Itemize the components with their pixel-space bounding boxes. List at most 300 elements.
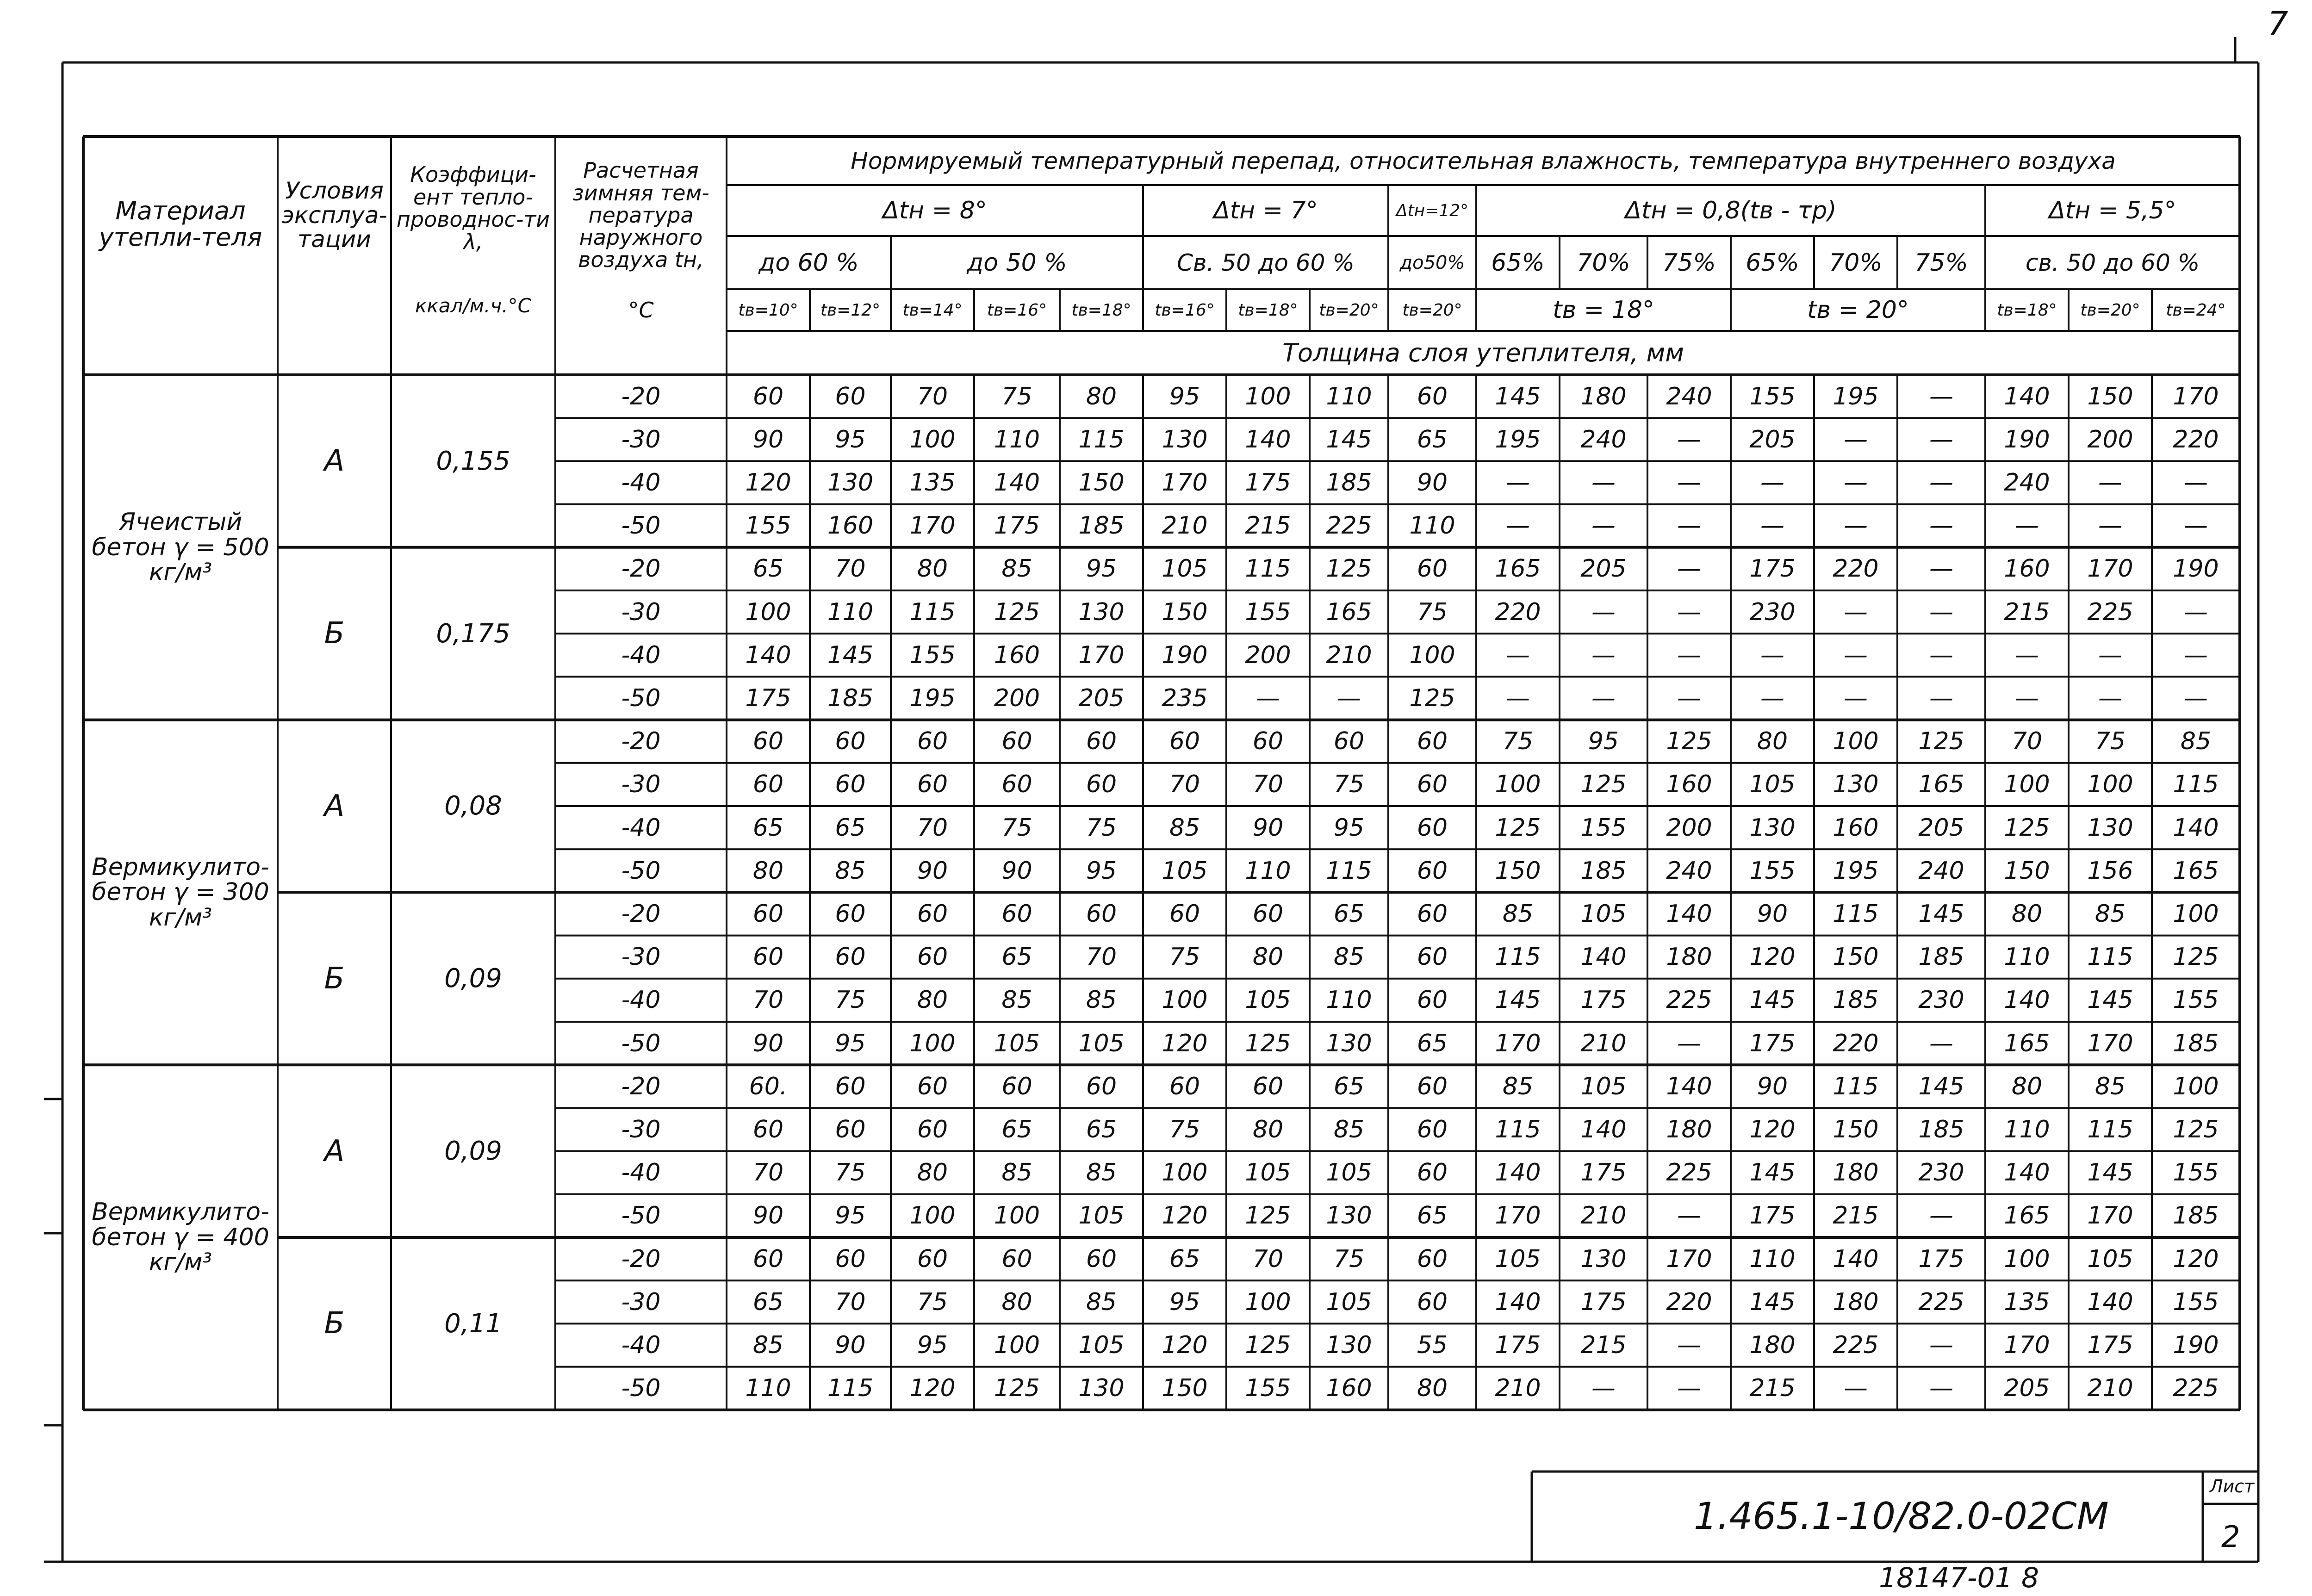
thickness-cell: 110 bbox=[1326, 986, 1372, 1014]
thickness-cell: 230 bbox=[1749, 598, 1796, 626]
header-humidity-h_65b: 65% bbox=[1746, 248, 1799, 277]
header-dt8: Δtн = 8° bbox=[883, 197, 987, 224]
thickness-cell: 120 bbox=[1162, 1202, 1208, 1230]
thickness-cell: 215 bbox=[2004, 598, 2050, 626]
archive-stamp: 18147-01 8 bbox=[1879, 1562, 2039, 1594]
thickness-cell: — bbox=[1591, 598, 1616, 626]
thickness-cell: 135 bbox=[2004, 1288, 2050, 1316]
thickness-cell: — bbox=[1591, 1374, 1616, 1403]
thickness-cell: 185 bbox=[1833, 986, 1879, 1014]
thickness-cell: 100 bbox=[2087, 770, 2133, 799]
thickness-cell: — bbox=[2184, 468, 2208, 497]
thickness-cell: 65 bbox=[1333, 1072, 1365, 1100]
thickness-cell: 125 bbox=[1918, 727, 1964, 756]
header-tv-5: tв=16° bbox=[1155, 300, 1215, 320]
outdoor-temp: -40 bbox=[621, 1331, 661, 1359]
thickness-cell: 170 bbox=[909, 512, 956, 540]
header-tv-3: tв=16° bbox=[987, 300, 1047, 320]
thickness-cell: 150 bbox=[2004, 857, 2050, 885]
thickness-cell: 175 bbox=[1495, 1331, 1541, 1359]
thickness-cell: 90 bbox=[752, 1029, 784, 1057]
thickness-cell: 75 bbox=[1086, 814, 1117, 842]
thickness-cell: 115 bbox=[1078, 425, 1125, 453]
thickness-cell: 165 bbox=[2004, 1029, 2050, 1057]
thickness-cell: 80 bbox=[1252, 1115, 1284, 1143]
thickness-cell: 60 bbox=[1417, 1072, 1448, 1100]
thickness-cell: 140 bbox=[1580, 1115, 1627, 1143]
thickness-cell: 60 bbox=[1417, 1245, 1448, 1273]
thickness-cell: 75 bbox=[1333, 1245, 1365, 1273]
thickness-cell: 65 bbox=[752, 555, 784, 583]
thickness-cell: 140 bbox=[1666, 1072, 1712, 1100]
header-do60: до 60 % bbox=[758, 248, 859, 277]
thickness-cell: 155 bbox=[1245, 598, 1291, 626]
thickness-cell: 145 bbox=[827, 641, 874, 669]
thickness-cell: 65 bbox=[1001, 943, 1032, 971]
thickness-cell: 130 bbox=[1162, 425, 1208, 453]
thickness-cell: 115 bbox=[827, 1374, 874, 1403]
thickness-cell: 70 bbox=[835, 1288, 866, 1316]
thickness-cell: 170 bbox=[2087, 555, 2133, 583]
outdoor-temp: -20 bbox=[621, 382, 661, 410]
thickness-cell: — bbox=[1506, 512, 1530, 540]
thickness-cell: 225 bbox=[1326, 512, 1372, 540]
thickness-cell: — bbox=[1591, 641, 1616, 669]
outdoor-temp: -40 bbox=[621, 814, 661, 842]
thickness-cell: 60 bbox=[835, 900, 866, 928]
thickness-cell: 175 bbox=[1245, 468, 1291, 497]
thickness-cell: 145 bbox=[1495, 986, 1541, 1014]
thickness-cell: — bbox=[1760, 641, 1784, 669]
thickness-cell: — bbox=[2015, 512, 2039, 540]
thickness-cell: 90 bbox=[1757, 900, 1788, 928]
thickness-cell: 185 bbox=[1078, 512, 1125, 540]
thickness-cell: 140 bbox=[2004, 382, 2050, 410]
thickness-cell: 60 bbox=[917, 943, 948, 971]
thickness-cell: 120 bbox=[2173, 1245, 2219, 1273]
thickness-cell: 205 bbox=[1078, 684, 1125, 712]
coef-value: 0,11 bbox=[444, 1308, 502, 1339]
thickness-cell: 60. bbox=[749, 1072, 788, 1100]
thickness-cell: — bbox=[2015, 641, 2039, 669]
thickness-cell: 80 bbox=[2011, 1072, 2043, 1100]
thickness-cell: 145 bbox=[1918, 1072, 1964, 1100]
thickness-cell: 220 bbox=[1666, 1288, 1712, 1316]
condition-label: Б bbox=[324, 616, 345, 651]
thickness-cell: 70 bbox=[2011, 727, 2043, 756]
thickness-cell: 170 bbox=[1162, 468, 1208, 497]
thickness-cell: 85 bbox=[2094, 900, 2126, 928]
thickness-cell: 235 bbox=[1162, 684, 1208, 712]
header-tv-1: tв=12° bbox=[820, 300, 881, 320]
thickness-cell: 110 bbox=[1749, 1245, 1796, 1273]
thickness-cell: 65 bbox=[1001, 1115, 1032, 1143]
thickness-cell: — bbox=[1506, 468, 1530, 497]
thickness-cell: 85 bbox=[1086, 1288, 1117, 1316]
thickness-cell: 80 bbox=[1086, 382, 1117, 410]
sheet-label: Лист bbox=[2210, 1476, 2255, 1497]
page-number: 7 bbox=[2268, 5, 2288, 43]
header-humidity-h_75b: 75% bbox=[1914, 248, 1968, 277]
thickness-cell: — bbox=[1929, 1029, 1953, 1057]
outdoor-temp: -30 bbox=[621, 598, 661, 626]
thickness-cell: 70 bbox=[1252, 770, 1284, 799]
thickness-cell: — bbox=[1844, 468, 1868, 497]
thickness-cell: 60 bbox=[752, 943, 784, 971]
thickness-cell: 105 bbox=[1326, 1159, 1372, 1187]
thickness-cell: 80 bbox=[917, 986, 948, 1014]
thickness-cell: 140 bbox=[2004, 986, 2050, 1014]
thickness-cell: 60 bbox=[1169, 727, 1200, 756]
thickness-cell: 105 bbox=[1162, 857, 1208, 885]
header-tv-4: tв=18° bbox=[1071, 300, 1131, 320]
condition-label: Б bbox=[324, 961, 345, 996]
thickness-cell: 75 bbox=[1001, 382, 1032, 410]
thickness-cell: 240 bbox=[1918, 857, 1964, 885]
thickness-cell: 185 bbox=[2173, 1029, 2219, 1057]
thickness-cell: 60 bbox=[917, 1245, 948, 1273]
thickness-cell: 80 bbox=[917, 1159, 948, 1187]
thickness-cell: 230 bbox=[1918, 1159, 1964, 1187]
thickness-cell: 185 bbox=[1326, 468, 1372, 497]
thickness-cell: 65 bbox=[1417, 425, 1448, 453]
thickness-cell: 105 bbox=[1078, 1202, 1125, 1230]
thickness-cell: 215 bbox=[1749, 1374, 1796, 1403]
thickness-cell: 85 bbox=[2094, 1072, 2126, 1100]
document-code: 1.465.1-10/82.0-02СМ bbox=[1694, 1495, 2109, 1538]
thickness-cell: 90 bbox=[1417, 468, 1448, 497]
thickness-cell: 220 bbox=[1495, 598, 1541, 626]
thickness-cell: 60 bbox=[1086, 1072, 1117, 1100]
thickness-cell: 240 bbox=[1580, 425, 1627, 453]
thickness-cell: 100 bbox=[1245, 1288, 1291, 1316]
thickness-cell: — bbox=[2184, 512, 2208, 540]
thickness-cell: 85 bbox=[1169, 814, 1200, 842]
thickness-cell: 85 bbox=[752, 1331, 784, 1359]
outdoor-temp: -30 bbox=[621, 1288, 661, 1316]
thickness-cell: — bbox=[1929, 641, 1953, 669]
header-sv5060: Св. 50 до 60 % bbox=[1177, 249, 1355, 276]
thickness-cell: 175 bbox=[1749, 1202, 1796, 1230]
thickness-cell: 175 bbox=[1749, 555, 1796, 583]
thickness-cell: 95 bbox=[917, 1331, 948, 1359]
thickness-cell: — bbox=[1256, 684, 1280, 712]
header-tv-last-1: tв=20° bbox=[2080, 300, 2140, 320]
thickness-cell: 150 bbox=[1162, 1374, 1208, 1403]
header-humidity-h_70b: 70% bbox=[1829, 248, 1883, 277]
thickness-cell: 175 bbox=[994, 512, 1040, 540]
thickness-cell: — bbox=[1677, 598, 1701, 626]
thickness-cell: 175 bbox=[1749, 1029, 1796, 1057]
thickness-cell: 125 bbox=[1326, 555, 1372, 583]
thickness-cell: 200 bbox=[1666, 814, 1712, 842]
coef-value: 0,155 bbox=[436, 446, 510, 476]
thickness-cell: 130 bbox=[1078, 1374, 1125, 1403]
thickness-cell: 60 bbox=[1001, 1245, 1032, 1273]
thickness-cell: 185 bbox=[1918, 943, 1964, 971]
thickness-cell: — bbox=[1677, 1331, 1701, 1359]
thickness-cell: 130 bbox=[2087, 814, 2133, 842]
thickness-cell: 95 bbox=[1333, 814, 1365, 842]
thickness-cell: 95 bbox=[835, 1029, 866, 1057]
thickness-cell: 140 bbox=[1580, 943, 1627, 971]
thickness-cell: 60 bbox=[1417, 814, 1448, 842]
thickness-cell: 100 bbox=[1162, 986, 1208, 1014]
thickness-cell: 95 bbox=[1169, 382, 1200, 410]
thickness-cell: 85 bbox=[1086, 986, 1117, 1014]
thickness-cell: 80 bbox=[1417, 1374, 1448, 1403]
thickness-cell: 180 bbox=[1580, 382, 1627, 410]
thickness-cell: — bbox=[1760, 512, 1784, 540]
thickness-cell: 105 bbox=[1749, 770, 1796, 799]
thickness-cell: 165 bbox=[2004, 1202, 2050, 1230]
thickness-cell: 130 bbox=[1580, 1245, 1627, 1273]
thickness-cell: 175 bbox=[1580, 1288, 1627, 1316]
thickness-cell: 155 bbox=[1749, 382, 1796, 410]
thickness-cell: 100 bbox=[1245, 382, 1291, 410]
thickness-cell: 55 bbox=[1417, 1331, 1448, 1359]
thickness-cell: 160 bbox=[2004, 555, 2050, 583]
thickness-cell: 145 bbox=[1495, 382, 1541, 410]
thickness-cell: 165 bbox=[1495, 555, 1541, 583]
header-tv-2: tв=14° bbox=[902, 300, 963, 320]
header-tv-6: tв=18° bbox=[1238, 300, 1298, 320]
condition-label: А bbox=[324, 444, 345, 478]
thickness-cell: 60 bbox=[752, 382, 784, 410]
header-tv20: tв = 20° bbox=[1807, 296, 1909, 324]
thickness-cell: 100 bbox=[745, 598, 791, 626]
thickness-cell: — bbox=[1929, 1202, 1953, 1230]
thickness-cell: — bbox=[2184, 598, 2208, 626]
thickness-cell: 195 bbox=[909, 684, 956, 712]
thickness-cell: 75 bbox=[835, 1159, 866, 1187]
thickness-cell: 110 bbox=[2004, 1115, 2050, 1143]
header-do50b: до50% bbox=[1399, 252, 1465, 273]
thickness-cell: 175 bbox=[1918, 1245, 1964, 1273]
header-dt55: Δtн = 5,5° bbox=[2049, 197, 2176, 224]
thickness-cell: 175 bbox=[1580, 1159, 1627, 1187]
thickness-cell: 190 bbox=[1162, 641, 1208, 669]
thickness-cell: 210 bbox=[2087, 1374, 2133, 1403]
thickness-cell: 190 bbox=[2004, 425, 2050, 453]
thickness-cell: 225 bbox=[1666, 986, 1712, 1014]
coef-value: 0,09 bbox=[444, 963, 502, 994]
thickness-cell: 105 bbox=[2087, 1245, 2133, 1273]
thickness-cell: 90 bbox=[752, 1202, 784, 1230]
thickness-cell: — bbox=[1844, 641, 1868, 669]
thickness-cell: 150 bbox=[1833, 1115, 1879, 1143]
thickness-cell: 180 bbox=[1666, 1115, 1712, 1143]
thickness-cell: 145 bbox=[2087, 1159, 2133, 1187]
thickness-cell: 90 bbox=[1757, 1072, 1788, 1100]
thickness-cell: 105 bbox=[1078, 1029, 1125, 1057]
thickness-cell: 225 bbox=[2173, 1374, 2219, 1403]
thickness-cell: 205 bbox=[1749, 425, 1796, 453]
thickness-cell: 85 bbox=[1001, 1159, 1032, 1187]
thickness-cell: 150 bbox=[1833, 943, 1879, 971]
thickness-cell: 155 bbox=[2173, 1288, 2219, 1316]
thickness-cell: 150 bbox=[1078, 468, 1125, 497]
thickness-cell: 185 bbox=[1918, 1115, 1964, 1143]
thickness-cell: — bbox=[1929, 512, 1953, 540]
thickness-cell: 60 bbox=[1001, 770, 1032, 799]
thickness-cell: 130 bbox=[1078, 598, 1125, 626]
thickness-cell: 140 bbox=[1245, 425, 1291, 453]
thickness-cell: 170 bbox=[2087, 1029, 2133, 1057]
thickness-cell: 210 bbox=[1580, 1029, 1627, 1057]
thickness-cell: 60 bbox=[835, 382, 866, 410]
coef-value: 0,175 bbox=[436, 618, 510, 649]
thickness-cell: 60 bbox=[917, 1115, 948, 1143]
thickness-cell: 100 bbox=[2173, 900, 2219, 928]
header-coef: Коэффици-ент тепло-проводнос-ти λ, bbox=[396, 162, 550, 255]
thickness-cell: 200 bbox=[2087, 425, 2133, 453]
thickness-cell: 60 bbox=[752, 727, 784, 756]
outdoor-temp: -50 bbox=[621, 1374, 661, 1403]
header-tv18: tв = 18° bbox=[1553, 296, 1654, 324]
thickness-cell: 110 bbox=[1409, 512, 1455, 540]
thickness-cell: 120 bbox=[745, 468, 791, 497]
thickness-cell: 60 bbox=[1417, 382, 1448, 410]
thickness-cell: 75 bbox=[1169, 1115, 1200, 1143]
thickness-cell: — bbox=[1677, 555, 1701, 583]
thickness-cell: 160 bbox=[827, 512, 874, 540]
thickness-cell: 60 bbox=[752, 1115, 784, 1143]
thickness-cell: 215 bbox=[1580, 1331, 1627, 1359]
thickness-cell: 240 bbox=[2004, 468, 2050, 497]
thickness-cell: 115 bbox=[2087, 1115, 2133, 1143]
thickness-cell: — bbox=[2184, 684, 2208, 712]
thickness-cell: 145 bbox=[2087, 986, 2133, 1014]
thickness-cell: 145 bbox=[1749, 986, 1796, 1014]
header-humidity-h_65a: 65% bbox=[1491, 248, 1545, 277]
outdoor-temp: -30 bbox=[621, 770, 661, 799]
thickness-cell: — bbox=[1844, 1374, 1868, 1403]
thickness-cell: 60 bbox=[1417, 900, 1448, 928]
thickness-cell: 125 bbox=[1666, 727, 1712, 756]
outdoor-temp: -20 bbox=[621, 1072, 661, 1100]
thickness-cell: 160 bbox=[1833, 814, 1879, 842]
header-do50: до 50 % bbox=[967, 248, 1067, 277]
thickness-cell: 185 bbox=[1580, 857, 1627, 885]
thickness-cell: — bbox=[1929, 684, 1953, 712]
thickness-cell: 60 bbox=[1252, 727, 1284, 756]
thickness-cell: 60 bbox=[1252, 1072, 1284, 1100]
thickness-cell: 60 bbox=[835, 1245, 866, 1273]
thickness-cell: 170 bbox=[1666, 1245, 1712, 1273]
thickness-cell: — bbox=[1929, 1374, 1953, 1403]
thickness-cell: 100 bbox=[994, 1202, 1040, 1230]
thickness-cell: 155 bbox=[1749, 857, 1796, 885]
thickness-cell: 185 bbox=[827, 684, 874, 712]
thickness-cell: 95 bbox=[1588, 727, 1619, 756]
thickness-cell: 60 bbox=[1086, 770, 1117, 799]
thickness-cell: 170 bbox=[1078, 641, 1125, 669]
coef-value: 0,09 bbox=[444, 1136, 502, 1167]
thickness-cell: — bbox=[1677, 684, 1701, 712]
header-sv5060b: св. 50 до 60 % bbox=[2025, 249, 2200, 276]
thickness-cell: 80 bbox=[752, 857, 784, 885]
outdoor-temp: -20 bbox=[621, 555, 661, 583]
thickness-cell: — bbox=[1506, 684, 1530, 712]
thickness-cell: 215 bbox=[1245, 512, 1291, 540]
header-conditions: Условия эксплуа-тации bbox=[281, 177, 387, 253]
thickness-cell: 115 bbox=[909, 598, 956, 626]
thickness-cell: 195 bbox=[1495, 425, 1541, 453]
outdoor-temp: -40 bbox=[621, 1159, 661, 1187]
thickness-cell: 100 bbox=[994, 1331, 1040, 1359]
outdoor-temp: -40 bbox=[621, 468, 661, 497]
thickness-cell: 60 bbox=[1086, 1245, 1117, 1273]
thickness-cell: 100 bbox=[1495, 770, 1541, 799]
thickness-cell: 155 bbox=[1245, 1374, 1291, 1403]
thickness-cell: 60 bbox=[752, 770, 784, 799]
thickness-cell: 60 bbox=[1001, 1072, 1032, 1100]
thickness-cell: 115 bbox=[2173, 770, 2219, 799]
thickness-cell: 130 bbox=[1749, 814, 1796, 842]
thickness-cell: 125 bbox=[994, 1374, 1040, 1403]
thickness-cell: 105 bbox=[1326, 1288, 1372, 1316]
thickness-cell: 220 bbox=[2173, 425, 2219, 453]
thickness-cell: — bbox=[1677, 1374, 1701, 1403]
thickness-cell: — bbox=[1591, 684, 1616, 712]
outdoor-temp: -50 bbox=[621, 512, 661, 540]
thickness-cell: 170 bbox=[2004, 1331, 2050, 1359]
thickness-cell: 140 bbox=[2004, 1159, 2050, 1187]
thickness-cell: 60 bbox=[1001, 900, 1032, 928]
thickness-cell: 220 bbox=[1833, 555, 1879, 583]
header-dt7: Δtн = 7° bbox=[1213, 197, 1318, 224]
thickness-cell: — bbox=[1844, 598, 1868, 626]
thickness-cell: 230 bbox=[1918, 986, 1964, 1014]
thickness-cell: 160 bbox=[1666, 770, 1712, 799]
thickness-cell: 100 bbox=[2004, 770, 2050, 799]
sheet-number: 2 bbox=[2221, 1520, 2240, 1554]
thickness-cell: 160 bbox=[994, 641, 1040, 669]
thickness-cell: — bbox=[1929, 555, 1953, 583]
thickness-cell: 105 bbox=[1245, 986, 1291, 1014]
thickness-cell: 70 bbox=[835, 555, 866, 583]
thickness-cell: 70 bbox=[752, 1159, 784, 1187]
thickness-cell: 85 bbox=[835, 857, 866, 885]
outdoor-temp: -50 bbox=[621, 684, 661, 712]
header-dt12: Δtн=12° bbox=[1396, 201, 1469, 220]
thickness-cell: 60 bbox=[1417, 943, 1448, 971]
thickness-cell: 100 bbox=[1833, 727, 1879, 756]
thickness-cell: 205 bbox=[2004, 1374, 2050, 1403]
thickness-cell: — bbox=[1929, 425, 1953, 453]
thickness-cell: 80 bbox=[1757, 727, 1788, 756]
thickness-cell: 85 bbox=[2180, 727, 2212, 756]
thickness-cell: 155 bbox=[2173, 1159, 2219, 1187]
thickness-cell: 180 bbox=[1749, 1331, 1796, 1359]
thickness-cell: 140 bbox=[2087, 1288, 2133, 1316]
thickness-cell: 60 bbox=[752, 900, 784, 928]
thickness-cell: 105 bbox=[1580, 900, 1627, 928]
thickness-cell: 100 bbox=[1409, 641, 1455, 669]
thickness-cell: 95 bbox=[1086, 857, 1117, 885]
thickness-cell: 150 bbox=[2087, 382, 2133, 410]
thickness-cell: 110 bbox=[1245, 857, 1291, 885]
thickness-cell: — bbox=[1844, 512, 1868, 540]
outdoor-temp: -50 bbox=[621, 1029, 661, 1057]
thickness-cell: 225 bbox=[2087, 598, 2133, 626]
thickness-cell: 175 bbox=[2087, 1331, 2133, 1359]
thickness-cell: 95 bbox=[1086, 555, 1117, 583]
thickness-cell: 105 bbox=[1162, 555, 1208, 583]
thickness-cell: 210 bbox=[1162, 512, 1208, 540]
thickness-cell: 60 bbox=[1417, 1288, 1448, 1316]
